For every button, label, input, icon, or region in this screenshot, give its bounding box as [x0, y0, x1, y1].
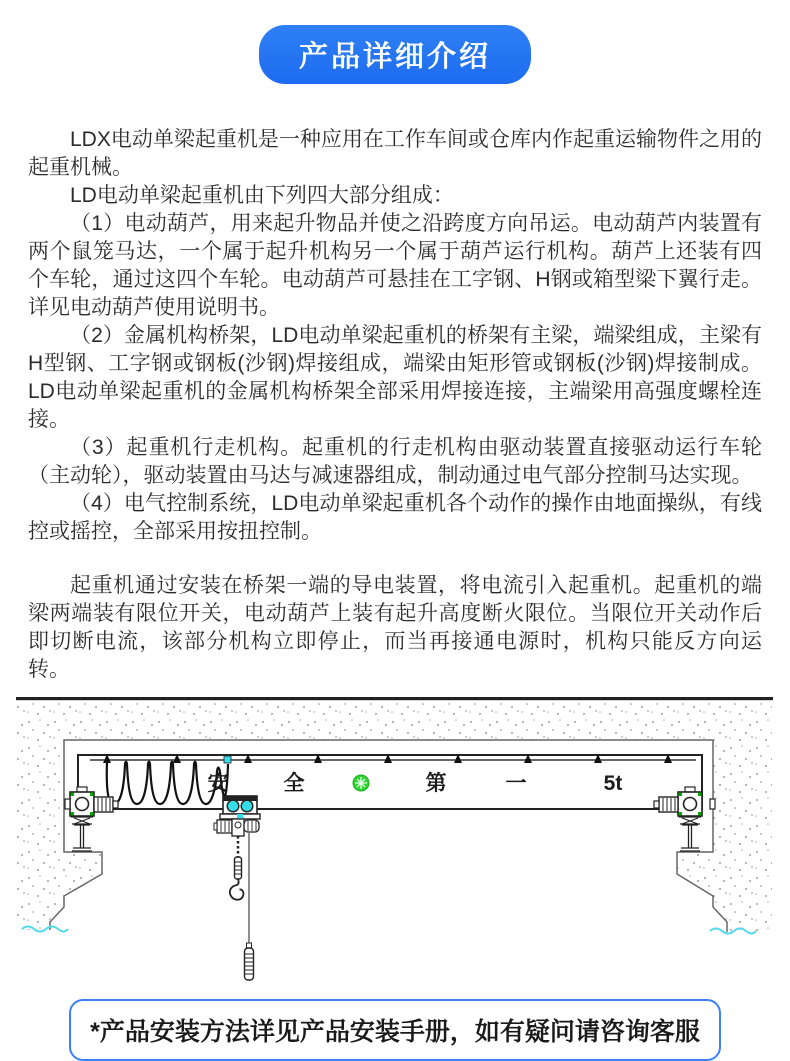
trolley-wheel	[227, 800, 239, 812]
product-description	[28, 126, 762, 684]
concrete-ceiling-band	[16, 702, 772, 740]
runway-column-left	[72, 825, 92, 851]
paragraph-components: LD电动单梁起重机由下列四大部分组成：	[70, 184, 454, 207]
ceiling-line	[16, 697, 773, 700]
capacity-label: 5t	[603, 772, 623, 795]
beam-char-quan: 全	[283, 772, 305, 795]
page-title	[259, 25, 531, 84]
beam-char-yi: 一	[505, 772, 527, 795]
product-detail-page	[0, 25, 790, 1046]
paragraph-bridge: （2）金属机构桥架，LD电动单梁起重机的桥架有主梁，端梁组成，主梁有H型钢、工字钢或钢板(沙钢)焊接组成，端梁由矩形管或钢板(沙钢)焊接制成。LD电动单梁起重机的金属机构桥架全部采用焊接连接，主端梁用高强度螺栓连接。	[28, 324, 762, 431]
paragraph-electric: （4）电气控制系统，LD电动单梁起重机各个动作的操作由地面操纵，有线控或摇控，全部采用按扭控制。	[28, 492, 762, 543]
safety-emblem-icon	[353, 775, 369, 791]
paragraph-hoist: （1）电动葫芦，用来起升物品并使之沿跨度方向吊运。电动葫芦内装置有两个鼠笼马达，一个属于起升机构另一个属于葫芦运行机构。葫芦上还装有四个车轮，通过这四个车轮。电动葫芦可悬挂在工字钢、H钢或箱型梁下翼行走。详见电动葫芦使用说明书。	[28, 212, 762, 319]
crane-diagram-figure	[0, 692, 790, 997]
runway-column-right	[680, 825, 700, 851]
trolley-wheel	[241, 800, 253, 812]
beam-char-di: 第	[425, 772, 447, 795]
page-title-label: 产品详细介绍	[298, 41, 491, 73]
hoist-motor	[244, 820, 259, 832]
paragraph-power-limit: 起重机通过安装在桥架一端的导电装置，将电流引入起重机。起重机的端梁两端装有限位开关，电动葫芦上装有起升高度断火限位。当限位开关动作后即切断电流，该部分机构立即停止，而当再接通电源时，机构只能反方向运转。	[28, 574, 762, 681]
concrete-structure	[16, 702, 772, 934]
hook-icon	[230, 879, 244, 900]
install-note-text: *产品安装方法详见产品安装手册，如有疑问请咨询客服	[90, 1018, 700, 1046]
cable-clamp	[224, 756, 231, 763]
beam-char-an: 安	[207, 772, 229, 795]
hoist-body	[214, 819, 259, 836]
crane-diagram	[0, 692, 790, 992]
chain-weight	[235, 857, 242, 879]
paragraph-intro: LDX电动单梁起重机是一种应用在工作车间或仓库内作起重运输物件之用的起重机械。	[28, 128, 762, 179]
paragraph-travel-mech: （3）起重机行走机构。起重机的行走机构由驱动装置直接驱动运行车轮（主动轮），驱动装置由马达与减速器组成，制动通过电气部分控制马达实现。	[28, 436, 762, 487]
pendant-control	[245, 943, 254, 980]
hoist-trolley	[220, 796, 260, 819]
install-note-box	[69, 999, 721, 1061]
